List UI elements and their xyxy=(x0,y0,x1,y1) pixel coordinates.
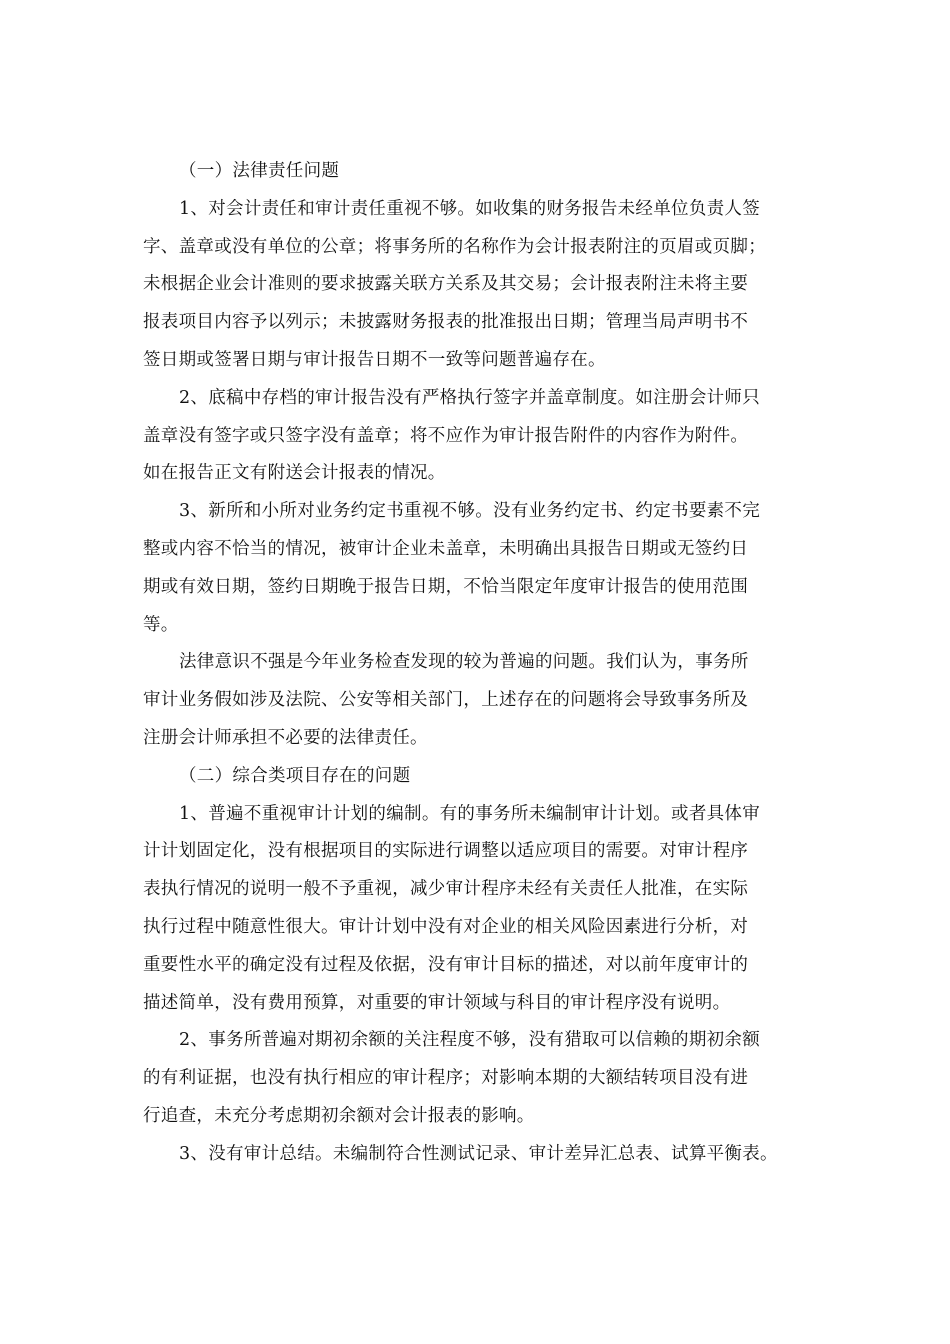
paragraph-line: 未根据企业会计准则的要求披露关联方关系及其交易；会计报表附注未将主要 xyxy=(143,274,749,295)
paragraph-line: 盖章没有签字或只签字没有盖章；将不应作为审计报告附件的内容作为附件。 xyxy=(143,425,749,446)
paragraph-line: 期或有效日期，签约日期晚于报告日期，不恰当限定年度审计报告的使用范围 xyxy=(143,576,749,597)
paragraph-first-line: 法律意识不强是今年业务检查发现的较为普遍的问题。我们认为，事务所 xyxy=(179,652,749,673)
paragraph-line: 注册会计师承担不必要的法律责任。 xyxy=(143,727,428,748)
paragraph-line: 整或内容不恰当的情况，被审计企业未盖章，未明确出具报告日期或无签约日 xyxy=(143,538,749,559)
paragraph-first-line: 2、事务所普遍对期初余额的关注程度不够，没有猎取可以信赖的期初余额 xyxy=(179,1030,761,1051)
paragraph-first-line: 3、没有审计总结。未编制符合性测试记录、审计差异汇总表、试算平衡表。 xyxy=(179,1143,778,1164)
paragraph-first-line: （二）综合类项目存在的问题 xyxy=(179,765,411,786)
paragraph-first-line: 2、底稿中存档的审计报告没有严格执行签字并盖章制度。如注册会计师只 xyxy=(179,387,761,408)
paragraph-line: 的有利证据，也没有执行相应的审计程序；对影响本期的大额结转项目没有进 xyxy=(143,1068,749,1089)
paragraph-first-line: 1、普遍不重视审计计划的编制。有的事务所未编制审计计划。或者具体审 xyxy=(179,803,761,824)
paragraph-line: 描述简单，没有费用预算，对重要的审计领域与科目的审计程序没有说明。 xyxy=(143,992,731,1013)
paragraph-line: 等。 xyxy=(143,614,179,635)
paragraph-line: 重要性水平的确定没有过程及依据，没有审计目标的描述，对以前年度审计的 xyxy=(143,954,749,975)
paragraph-line: 如在报告正文有附送会计报表的情况。 xyxy=(143,463,446,484)
paragraph-first-line: 3、新所和小所对业务约定书重视不够。没有业务约定书、约定书要素不完 xyxy=(179,501,761,522)
paragraph-first-line: 1、对会计责任和审计责任重视不够。如收集的财务报告未经单位负责人签 xyxy=(179,198,761,219)
document-body xyxy=(143,153,818,1174)
paragraph-line: 行追查，未充分考虑期初余额对会计报表的影响。 xyxy=(143,1105,535,1126)
paragraph-line: 执行过程中随意性很大。审计计划中没有对企业的相关风险因素进行分析，对 xyxy=(143,916,749,937)
paragraph-line: 报表项目内容予以列示；未披露财务报表的批准报出日期；管理当局声明书不 xyxy=(143,312,749,333)
paragraph-line: 计计划固定化，没有根据项目的实际进行调整以适应项目的需要。对审计程序 xyxy=(143,841,749,862)
paragraph-line: 签日期或签署日期与审计报告日期不一致等问题普遍存在。 xyxy=(143,349,606,370)
paragraph-first-line: （一）法律责任问题 xyxy=(179,161,340,181)
paragraph-line: 字、盖章或没有单位的公章；将事务所的名称作为会计报表附注的页眉或页脚； xyxy=(143,236,766,257)
paragraph-line: 审计业务假如涉及法院、公安等相关部门，上述存在的问题将会导致事务所及 xyxy=(143,690,749,711)
paragraph-line: 表执行情况的说明一般不予重视，减少审计程序未经有关责任人批准，在实际 xyxy=(143,879,749,900)
